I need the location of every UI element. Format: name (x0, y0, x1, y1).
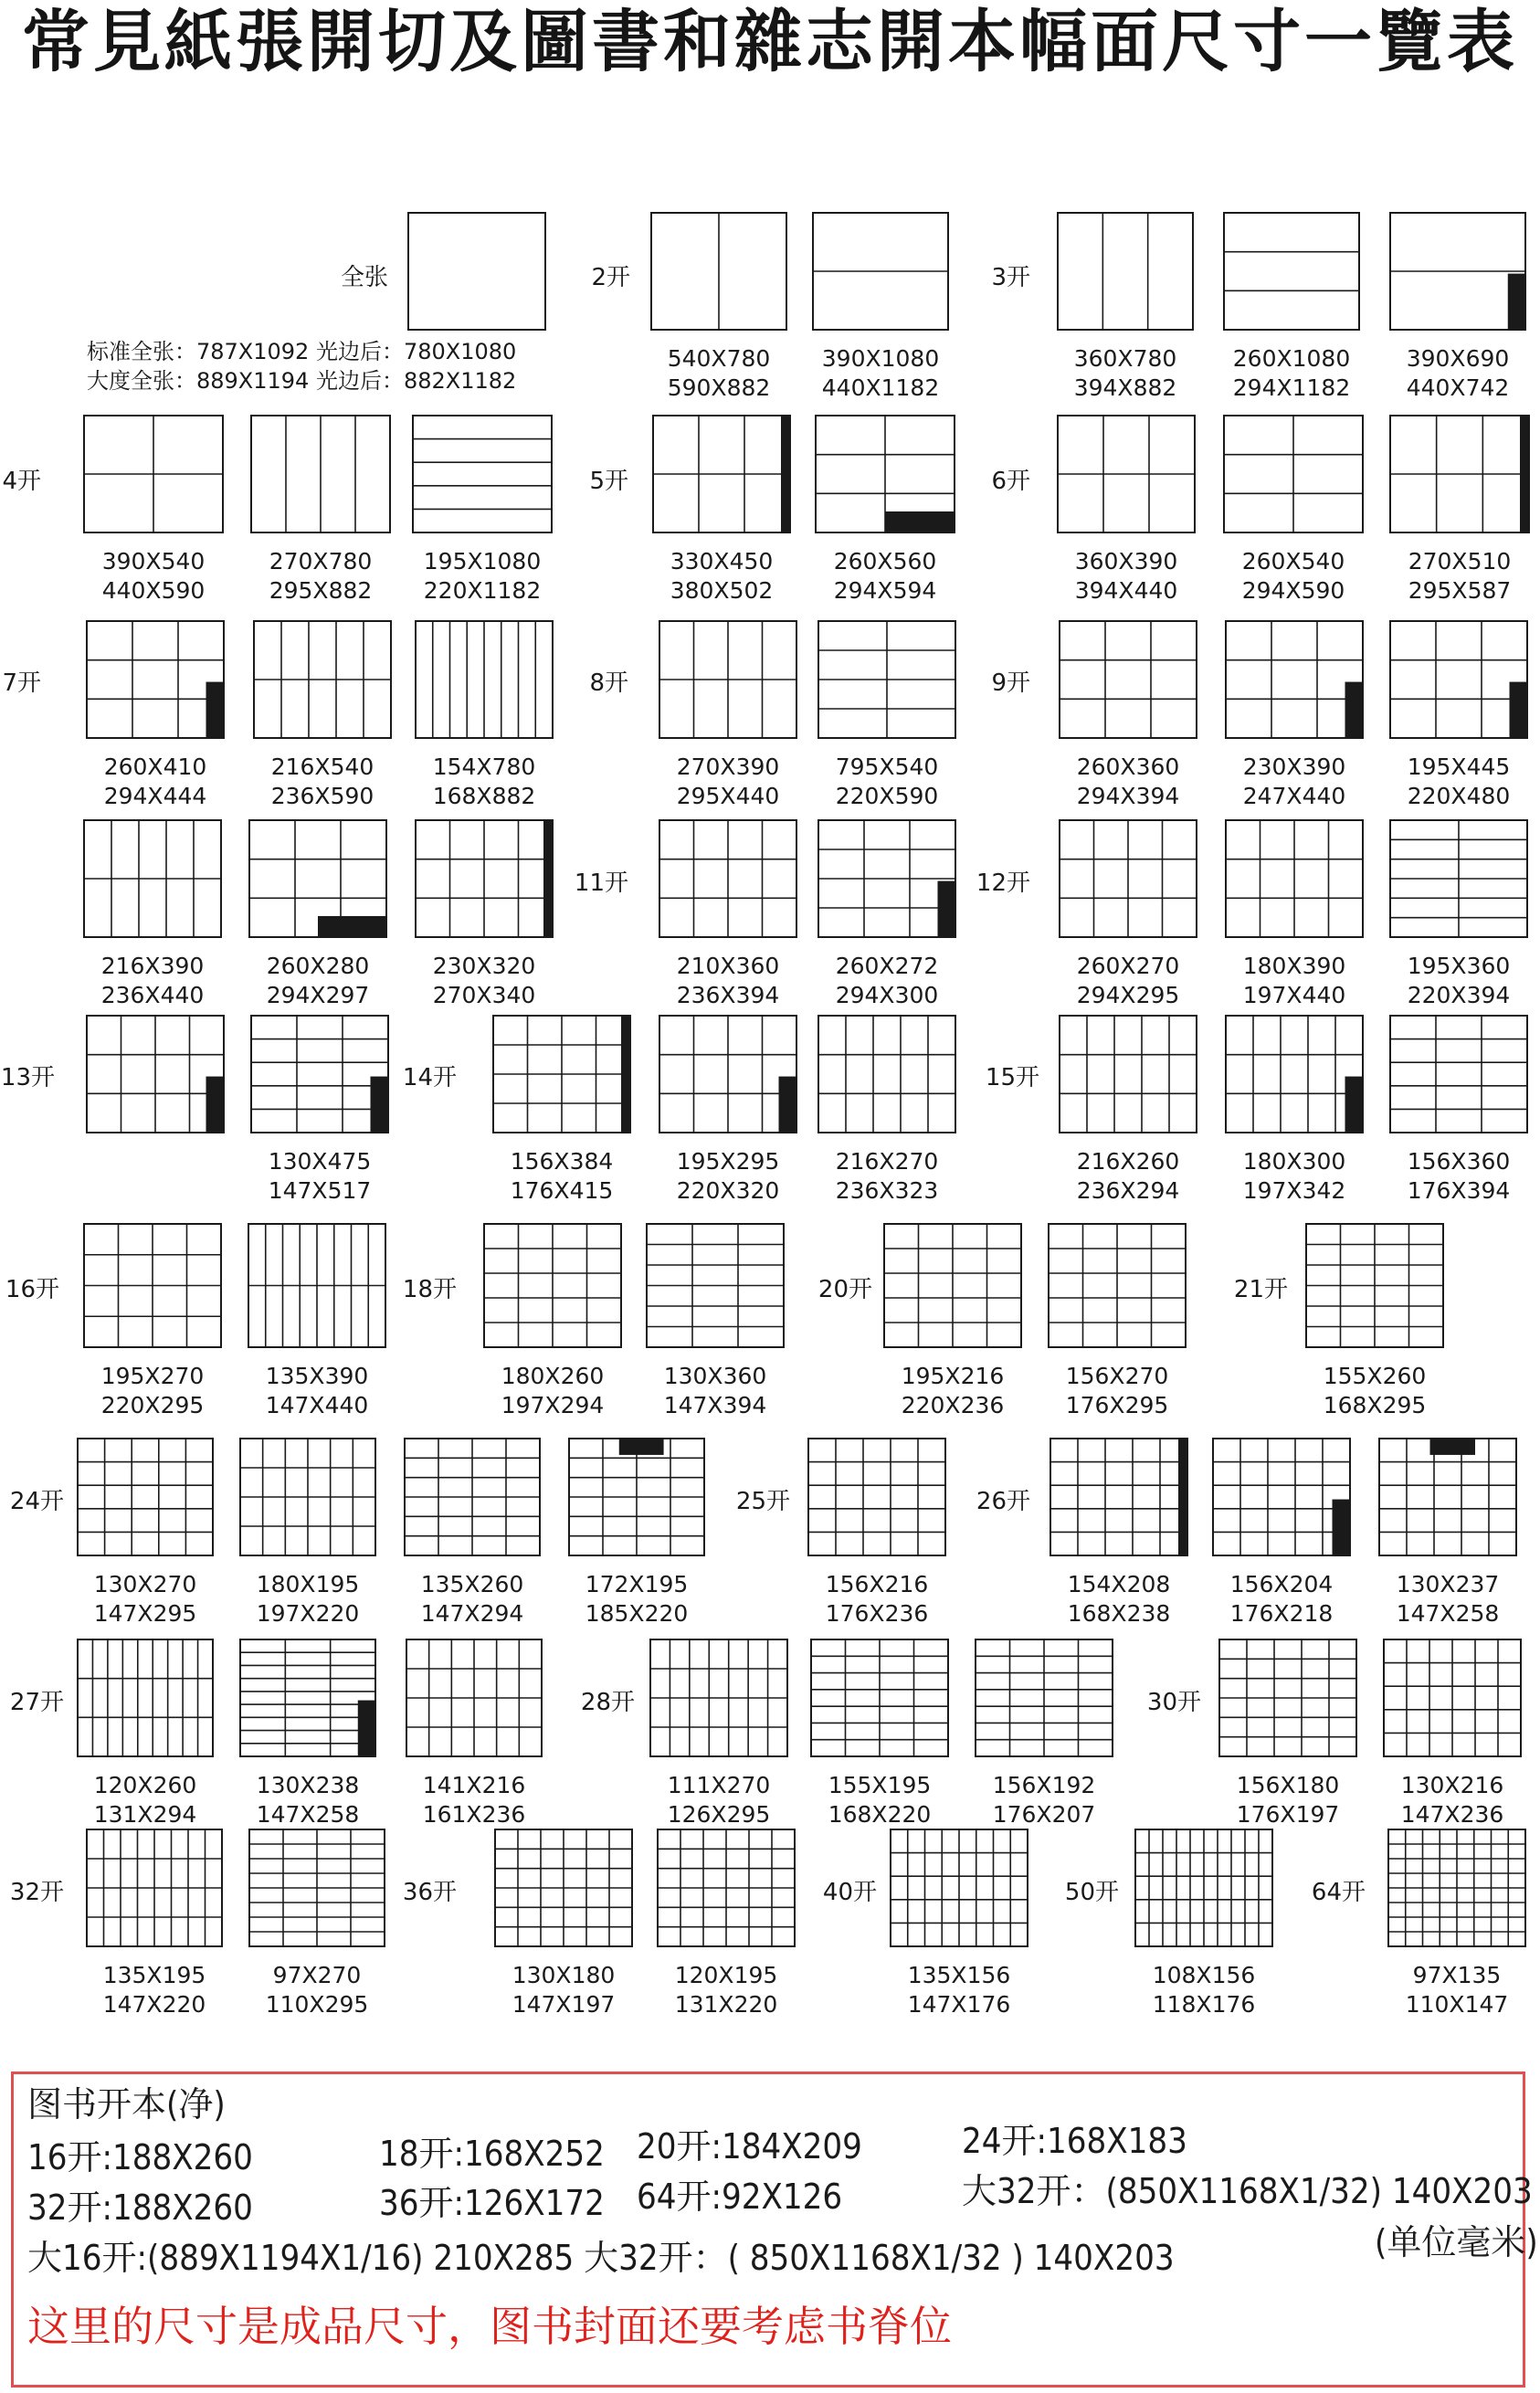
size-untrimmed: 294X295 (1076, 982, 1180, 1008)
size-trimmed: 230X320 (432, 953, 536, 979)
size-trimmed: 97X135 (1412, 1962, 1502, 1988)
size-untrimmed: 147X176 (907, 1991, 1011, 2018)
size-untrimmed: 110X295 (265, 1991, 369, 2018)
full-sheet-diagram (408, 213, 545, 330)
size-untrimmed: 147X258 (1396, 1600, 1500, 1627)
size-untrimmed: 440X1182 (821, 374, 940, 401)
size-untrimmed: 147X220 (102, 1991, 206, 2018)
size-trimmed: 135X390 (265, 1363, 369, 1389)
size-untrimmed: 147X517 (268, 1177, 372, 1204)
cut-diagram (251, 1016, 388, 1133)
book-size-24k: 24开:168X183 (962, 2121, 1187, 2161)
book-size-20k: 20开:184X209 (637, 2126, 862, 2166)
cut-diagram (1390, 1016, 1527, 1133)
cut-piece-block (206, 1077, 225, 1133)
size-untrimmed: 590X882 (667, 374, 771, 401)
group-label: 18开 (402, 1276, 457, 1303)
size-untrimmed: 294X297 (266, 982, 370, 1008)
size-trimmed: 216X270 (835, 1148, 939, 1175)
size-untrimmed: 176X415 (510, 1177, 614, 1204)
book-size-64k: 64开:92X126 (637, 2177, 843, 2217)
size-untrimmed: 197X294 (501, 1392, 605, 1418)
cut-piece-block (938, 881, 956, 937)
cut-diagram (808, 1439, 945, 1555)
size-untrimmed: 176X197 (1236, 1801, 1340, 1828)
size-trimmed: 795X540 (835, 754, 939, 780)
size-trimmed: 195X1080 (423, 548, 542, 575)
cut-diagram (1379, 1439, 1516, 1555)
size-trimmed: 155X195 (828, 1772, 932, 1798)
cut-diagram (1050, 1439, 1187, 1555)
group-label: 16开 (5, 1276, 59, 1303)
cut-piece-block (358, 1701, 375, 1756)
size-trimmed: 156X216 (825, 1571, 929, 1597)
size-untrimmed: 294X594 (833, 577, 937, 604)
size-trimmed: 97X270 (272, 1962, 362, 1988)
book-size-36k: 36开:126X172 (379, 2183, 605, 2223)
size-trimmed: 330X450 (670, 548, 774, 575)
cut-piece-block (1508, 274, 1525, 330)
size-untrimmed: 185X220 (585, 1600, 689, 1627)
size-trimmed: 270X780 (269, 548, 373, 575)
size-untrimmed: 176X207 (992, 1801, 1096, 1828)
cut-piece-block (543, 820, 553, 937)
size-untrimmed: 236X440 (100, 982, 205, 1008)
size-trimmed: 195X360 (1407, 953, 1511, 979)
size-trimmed: 260X540 (1241, 548, 1345, 575)
full-sheet-standard: 标准全张：787X1092 光边后：780X1080 (87, 339, 517, 364)
group-label: 5开 (589, 468, 628, 495)
size-untrimmed: 110X147 (1405, 1991, 1509, 2018)
unit-note: (单位毫米) (1375, 2222, 1538, 2262)
book-size-large-16k: 大16开:(889X1194X1/16) 210X285 大32开：( 850X1168X1/32 ) 140X203 (27, 2238, 1175, 2278)
size-trimmed: 180X300 (1242, 1148, 1346, 1175)
size-untrimmed: 168X220 (828, 1801, 932, 1828)
book-size-16k: 16开:188X260 (27, 2137, 253, 2177)
size-trimmed: 130X180 (512, 1962, 616, 1988)
cut-diagram (87, 621, 224, 738)
book-size-32k: 32开:188X260 (27, 2187, 253, 2228)
size-trimmed: 260X360 (1076, 754, 1180, 780)
size-trimmed: 130X216 (1400, 1772, 1504, 1798)
page-title: 常見紙張開切及圖書和雜志開本幅面尺寸一覽表 (22, 3, 1518, 81)
size-trimmed: 130X238 (256, 1772, 360, 1798)
cut-piece-block (1430, 1439, 1476, 1455)
size-trimmed: 180X390 (1242, 953, 1346, 979)
size-trimmed: 390X690 (1406, 345, 1510, 372)
size-trimmed: 180X195 (256, 1571, 360, 1597)
group-label: 24开 (9, 1488, 64, 1515)
size-untrimmed: 220X590 (835, 783, 939, 809)
group-label: 30开 (1146, 1689, 1201, 1716)
cut-diagram (78, 1439, 213, 1555)
size-trimmed: 130X475 (268, 1148, 372, 1175)
size-trimmed: 260X270 (1076, 953, 1180, 979)
size-trimmed: 390X1080 (821, 345, 940, 372)
size-untrimmed: 147X394 (663, 1392, 767, 1418)
size-trimmed: 195X270 (100, 1363, 205, 1389)
group-label: 13开 (0, 1064, 55, 1091)
group-label: 9开 (991, 669, 1030, 697)
size-trimmed: 130X237 (1396, 1571, 1500, 1597)
group-label: 8开 (589, 669, 628, 697)
size-trimmed: 390X540 (101, 548, 206, 575)
size-untrimmed: 176X236 (825, 1600, 929, 1627)
group-label: 25开 (735, 1488, 790, 1515)
group-label: 26开 (976, 1488, 1030, 1515)
size-trimmed: 195X216 (901, 1363, 1005, 1389)
cut-diagram (1058, 213, 1193, 330)
size-trimmed: 230X390 (1242, 754, 1346, 780)
size-trimmed: 195X295 (676, 1148, 780, 1175)
cut-piece-block (781, 416, 790, 532)
size-untrimmed: 440X742 (1406, 374, 1510, 401)
cut-piece-block (619, 1439, 664, 1455)
size-untrimmed: 394X440 (1074, 577, 1178, 604)
cut-diagram (1213, 1439, 1350, 1555)
size-trimmed: 210X360 (676, 953, 780, 979)
size-trimmed: 111X270 (667, 1772, 771, 1798)
size-untrimmed: 236X394 (676, 982, 780, 1008)
size-trimmed: 260X272 (835, 953, 939, 979)
size-untrimmed: 147X236 (1400, 1801, 1504, 1828)
size-untrimmed: 131X294 (93, 1801, 197, 1828)
size-untrimmed: 220X1182 (423, 577, 542, 604)
cut-diagram (818, 1016, 955, 1133)
size-untrimmed: 131X220 (674, 1991, 778, 2018)
size-untrimmed: 247X440 (1242, 783, 1346, 809)
size-untrimmed: 197X342 (1242, 1177, 1346, 1204)
full-sheet-large: 大度全张：889X1194 光边后：882X1182 (87, 368, 517, 394)
group-label: 20开 (817, 1276, 872, 1303)
size-untrimmed: 118X176 (1152, 1991, 1256, 2018)
size-trimmed: 216X390 (100, 953, 205, 979)
size-trimmed: 360X390 (1074, 548, 1178, 575)
group-label: 64开 (1311, 1879, 1366, 1906)
size-trimmed: 108X156 (1152, 1962, 1256, 1988)
cut-diagram (1060, 1016, 1197, 1133)
size-untrimmed: 294X1182 (1232, 374, 1351, 401)
cut-diagram (240, 1639, 375, 1756)
size-untrimmed: 126X295 (667, 1801, 771, 1828)
group-label: 40开 (822, 1879, 877, 1906)
cut-piece-block (1178, 1439, 1187, 1555)
size-untrimmed: 220X236 (901, 1392, 1005, 1418)
size-trimmed: 156X360 (1407, 1148, 1511, 1175)
size-trimmed: 172X195 (585, 1571, 689, 1597)
size-trimmed: 156X270 (1065, 1363, 1169, 1389)
size-trimmed: 360X780 (1073, 345, 1177, 372)
size-untrimmed: 168X295 (1323, 1392, 1427, 1418)
cut-diagram (1060, 621, 1197, 738)
group-label: 27开 (9, 1689, 64, 1716)
finished-size-note: 这里的尺寸是成品尺寸，图书封面还要考虑书脊位 (27, 2302, 952, 2351)
size-untrimmed: 220X394 (1407, 982, 1511, 1008)
cut-diagram (1390, 621, 1527, 738)
size-trimmed: 135X195 (102, 1962, 206, 1988)
size-trimmed: 195X445 (1407, 754, 1511, 780)
size-untrimmed: 236X590 (270, 783, 374, 809)
cut-piece-block (779, 1077, 797, 1133)
size-untrimmed: 168X238 (1067, 1600, 1171, 1627)
cut-piece-block (1520, 416, 1529, 532)
cut-diagram (1226, 1016, 1363, 1133)
size-trimmed: 155X260 (1323, 1363, 1427, 1389)
size-untrimmed: 161X236 (422, 1801, 526, 1828)
cut-diagram (1226, 621, 1363, 738)
size-untrimmed: 220X320 (676, 1177, 780, 1204)
cut-diagram (413, 416, 552, 532)
group-label: 7开 (2, 669, 41, 697)
size-trimmed: 216X260 (1076, 1148, 1180, 1175)
size-untrimmed: 394X882 (1073, 374, 1177, 401)
cut-diagram (78, 1639, 213, 1756)
size-untrimmed: 295X882 (269, 577, 373, 604)
size-untrimmed: 220X295 (100, 1392, 205, 1418)
size-trimmed: 156X192 (992, 1772, 1096, 1798)
size-trimmed: 260X280 (266, 953, 370, 979)
group-label: 28开 (580, 1689, 635, 1716)
size-untrimmed: 294X444 (103, 783, 207, 809)
size-untrimmed: 236X294 (1076, 1177, 1180, 1204)
size-trimmed: 154X780 (432, 754, 536, 780)
size-untrimmed: 147X295 (93, 1600, 197, 1627)
size-trimmed: 260X410 (103, 754, 207, 780)
cut-piece-block (1510, 682, 1528, 738)
book-sizes-heading: 图书开本(净) (27, 2084, 226, 2124)
group-label: 12开 (976, 870, 1030, 897)
group-label: 2开 (591, 264, 630, 291)
size-untrimmed: 168X882 (432, 783, 536, 809)
size-trimmed: 120X195 (674, 1962, 778, 1988)
cut-piece-block (1345, 682, 1364, 738)
book-size-large-32k: 大32开：(850X1168X1/32) 140X203 (962, 2171, 1533, 2211)
cut-diagram (1224, 213, 1359, 330)
size-trimmed: 216X540 (270, 754, 374, 780)
size-untrimmed: 294X394 (1076, 783, 1180, 809)
size-trimmed: 154X208 (1067, 1571, 1171, 1597)
size-untrimmed: 294X300 (835, 982, 939, 1008)
size-untrimmed: 147X440 (265, 1392, 369, 1418)
size-untrimmed: 197X220 (256, 1600, 360, 1627)
size-trimmed: 130X270 (93, 1571, 197, 1597)
size-untrimmed: 176X394 (1407, 1177, 1511, 1204)
cut-piece-block (1333, 1500, 1351, 1555)
size-untrimmed: 197X440 (1242, 982, 1346, 1008)
size-trimmed: 130X360 (663, 1363, 767, 1389)
size-trimmed: 135X156 (907, 1962, 1011, 1988)
cut-piece-block (206, 682, 225, 738)
size-trimmed: 141X216 (422, 1772, 526, 1798)
size-trimmed: 270X510 (1408, 548, 1512, 575)
size-trimmed: 156X204 (1229, 1571, 1334, 1597)
group-label: 15开 (985, 1064, 1039, 1091)
group-label: 36开 (402, 1879, 457, 1906)
group-label: 14开 (402, 1064, 457, 1091)
size-trimmed: 260X1080 (1232, 345, 1351, 372)
size-untrimmed: 147X258 (256, 1801, 360, 1828)
group-label: 32开 (9, 1879, 64, 1906)
group-label: 21开 (1233, 1276, 1288, 1303)
size-untrimmed: 295X440 (676, 783, 780, 809)
size-untrimmed: 176X295 (1065, 1392, 1169, 1418)
cut-piece-block (1345, 1077, 1364, 1133)
group-label: 4开 (2, 468, 41, 495)
size-untrimmed: 440X590 (101, 577, 206, 604)
size-trimmed: 270X390 (676, 754, 780, 780)
size-trimmed: 260X560 (833, 548, 937, 575)
size-untrimmed: 236X323 (835, 1177, 939, 1204)
size-untrimmed: 294X590 (1241, 577, 1345, 604)
group-label: 6开 (991, 468, 1030, 495)
size-trimmed: 156X384 (510, 1148, 614, 1175)
book-size-18k: 18开:168X252 (379, 2134, 605, 2174)
group-label: 50开 (1064, 1879, 1119, 1906)
size-trimmed: 120X260 (93, 1772, 197, 1798)
group-label: 3开 (991, 264, 1030, 291)
size-trimmed: 180X260 (501, 1363, 605, 1389)
cut-piece-block (621, 1016, 630, 1133)
size-trimmed: 540X780 (667, 345, 771, 372)
size-trimmed: 156X180 (1236, 1772, 1340, 1798)
size-untrimmed: 270X340 (432, 982, 536, 1008)
size-untrimmed: 220X480 (1407, 783, 1511, 809)
size-untrimmed: 147X294 (420, 1600, 524, 1627)
size-untrimmed: 295X587 (1408, 577, 1512, 604)
cut-piece-block (371, 1077, 389, 1133)
cut-piece-block (885, 511, 955, 532)
full-sheet-label: 全张 (340, 264, 388, 291)
size-untrimmed: 380X502 (670, 577, 774, 604)
cut-piece-block (318, 916, 386, 937)
size-trimmed: 135X260 (420, 1571, 524, 1597)
size-untrimmed: 147X197 (512, 1991, 616, 2018)
group-label: 11开 (574, 870, 628, 897)
size-untrimmed: 176X218 (1229, 1600, 1334, 1627)
